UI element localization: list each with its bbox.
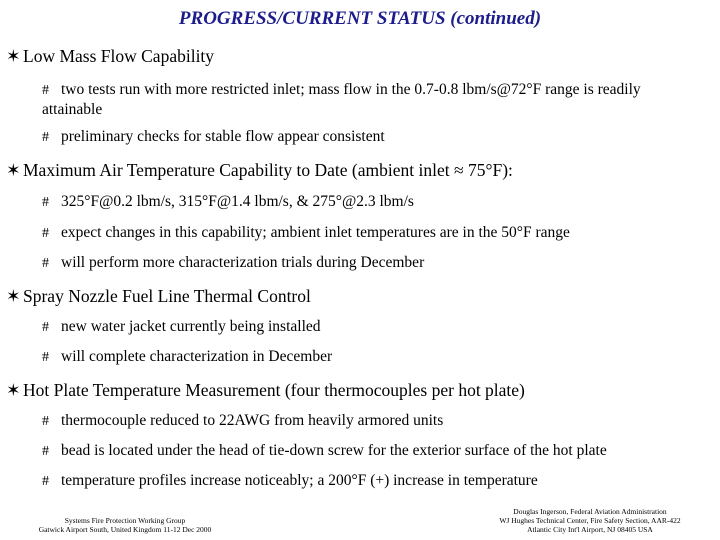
footer-right-line: WJ Hughes Technical Center, Fire Safety Section, AAR-422 (499, 516, 681, 525)
bullet-icon: ✶ (6, 160, 21, 180)
sub-item (42, 128, 385, 146)
sub-item (42, 80, 682, 119)
hash-bullet-icon: # (42, 414, 49, 429)
sub-item-text: bead is located under the head of tie-down screw for the exterior surface of the hot plate (61, 442, 607, 459)
hash-bullet-icon: # (42, 320, 49, 335)
footer-left-line: Gatwick Airport South, United Kingdom 11-12 Dec 2000 (38, 525, 212, 534)
hash-bullet-icon: # (42, 444, 49, 459)
sub-item (42, 412, 443, 430)
footer-right-line: Atlantic City Int'l Airport, NJ 08405 USA (527, 525, 653, 534)
hash-bullet-icon: # (42, 83, 49, 98)
sub-item (42, 193, 414, 211)
bullet-icon: ✶ (6, 286, 21, 306)
sub-item-text: will perform more characterization trials during December (61, 254, 425, 271)
bullet-item-max-air-temp (6, 160, 513, 181)
slide-title: PROGRESS/CURRENT STATUS (continued) (178, 8, 542, 29)
hash-bullet-icon: # (42, 474, 49, 489)
sub-item-text: 325°F@0.2 lbm/s, 315°F@1.4 lbm/s, & 275°@2.3 lbm/s (61, 193, 414, 210)
footer-right (470, 507, 710, 534)
sub-item-text: preliminary checks for stable flow appear consistent (61, 128, 385, 145)
sub-item-text: two tests run with more restricted inlet; mass flow in the 0.7-0.8 lbm/s@72°F range is readily attainable (42, 81, 641, 118)
bullet-item-spray-nozzle (6, 286, 311, 307)
sub-item (42, 442, 607, 460)
hash-bullet-icon: # (42, 130, 49, 145)
sub-item (42, 254, 424, 272)
sub-item (42, 472, 538, 490)
footer-left-line: Systems Fire Protection Working Group (64, 516, 186, 525)
sub-item-text: expect changes in this capability; ambient inlet temperatures are in the 50°F range (61, 224, 570, 241)
bullet-item-hot-plate (6, 380, 525, 401)
item-text: Hot Plate Temperature Measurement (four thermocouples per hot plate) (23, 380, 525, 400)
hash-bullet-icon: # (42, 226, 49, 241)
item-text: Low Mass Flow Capability (23, 46, 215, 66)
bullet-item-low-mass-flow (6, 46, 214, 67)
footer-right-line: Douglas Ingerson, Federal Aviation Administration (513, 507, 667, 516)
bullet-icon: ✶ (6, 380, 21, 400)
sub-item-text: new water jacket currently being installed (61, 318, 321, 335)
sub-item-text: will complete characterization in December (61, 348, 333, 365)
sub-item (42, 348, 332, 366)
sub-item-text: thermocouple reduced to 22AWG from heavily armored units (61, 412, 444, 429)
hash-bullet-icon: # (42, 256, 49, 271)
sub-item (42, 224, 570, 242)
item-text: Maximum Air Temperature Capability to Date (ambient inlet ≈ 75°F): (23, 160, 513, 180)
bullet-icon: ✶ (6, 46, 21, 66)
hash-bullet-icon: # (42, 350, 49, 365)
sub-item (42, 318, 321, 336)
hash-bullet-icon: # (42, 195, 49, 210)
sub-item-text: temperature profiles increase noticeably; a 200°F (+) increase in temperature (61, 472, 538, 489)
item-text: Spray Nozzle Fuel Line Thermal Control (23, 286, 311, 306)
footer-left (20, 516, 230, 534)
